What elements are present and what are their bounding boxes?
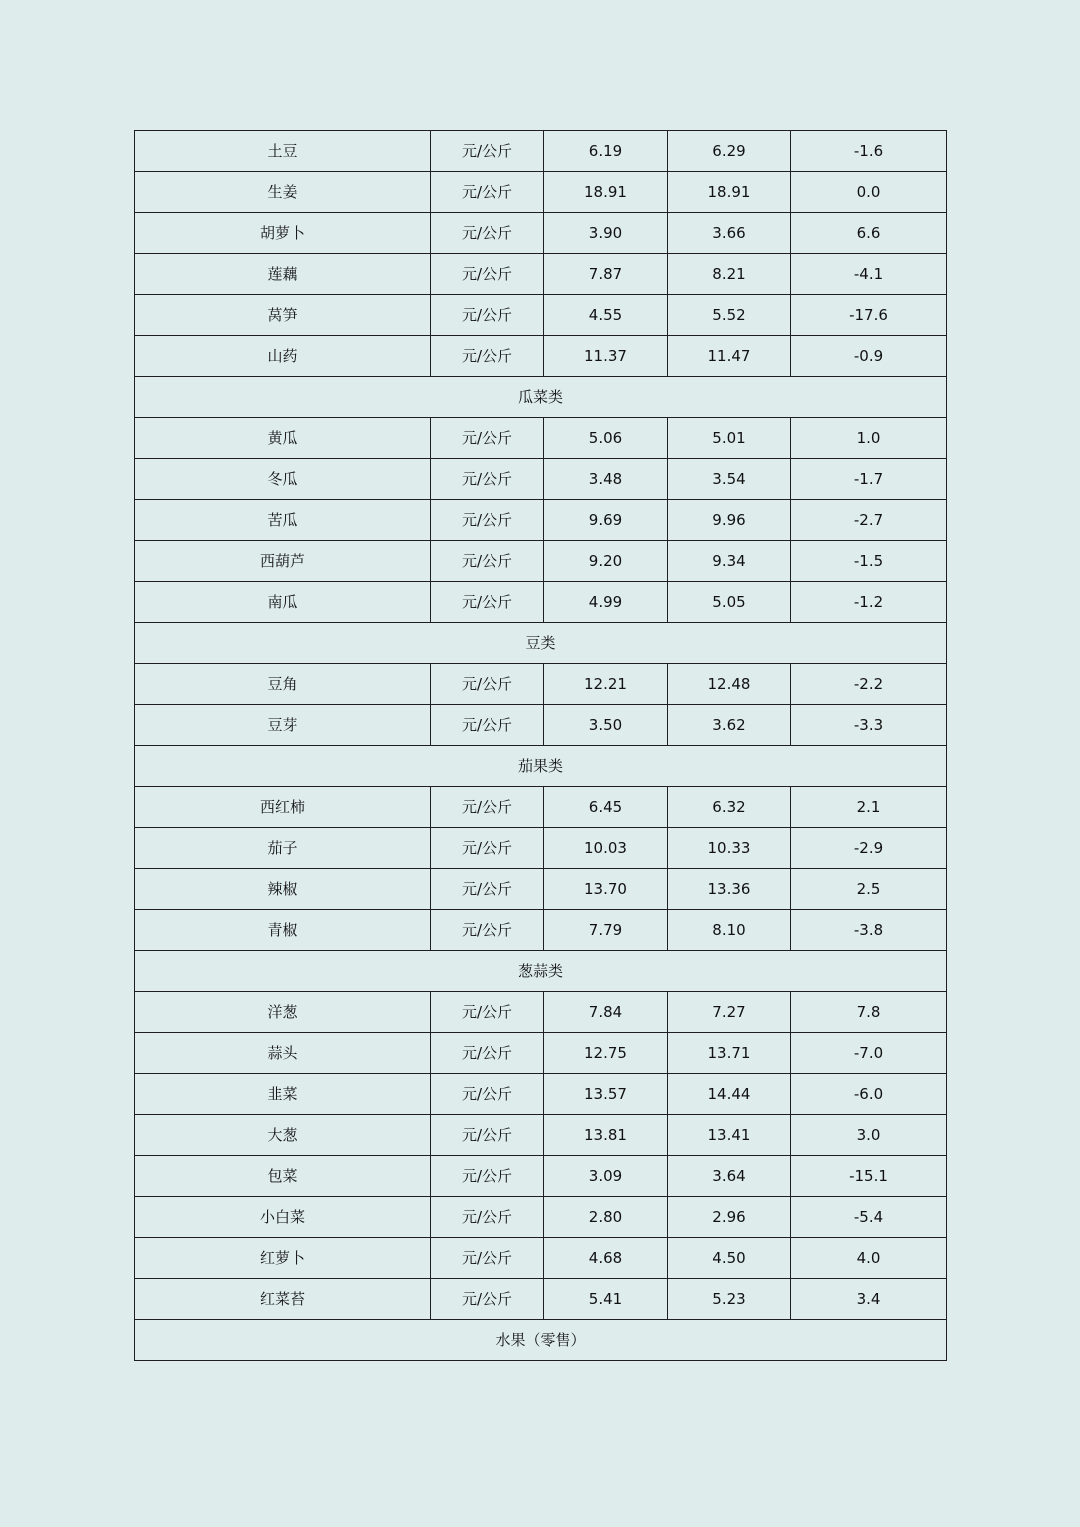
category-label: 葱蒜类 [135,951,947,992]
unit-cell: 元/公斤 [431,992,544,1033]
unit-cell: 元/公斤 [431,1074,544,1115]
price-table [134,130,947,1361]
change-percent-cell: -1.6 [791,131,947,172]
current-price-cell: 12.75 [544,1033,668,1074]
change-percent-cell: -2.2 [791,664,947,705]
previous-price-cell: 5.52 [668,295,791,336]
unit-cell: 元/公斤 [431,582,544,623]
table-body [135,131,947,1361]
change-percent-cell: 1.0 [791,418,947,459]
unit-cell: 元/公斤 [431,869,544,910]
previous-price-cell: 13.71 [668,1033,791,1074]
table-row [135,910,947,951]
current-price-cell: 7.79 [544,910,668,951]
item-name-cell: 苦瓜 [135,500,431,541]
unit-cell: 元/公斤 [431,1033,544,1074]
unit-cell: 元/公斤 [431,131,544,172]
previous-price-cell: 3.64 [668,1156,791,1197]
table-row [135,1074,947,1115]
category-row [135,1320,947,1361]
table-row [135,500,947,541]
change-percent-cell: -3.8 [791,910,947,951]
unit-cell: 元/公斤 [431,664,544,705]
unit-cell: 元/公斤 [431,213,544,254]
previous-price-cell: 13.36 [668,869,791,910]
table-row [135,1156,947,1197]
change-percent-cell: 3.0 [791,1115,947,1156]
unit-cell: 元/公斤 [431,500,544,541]
table-row [135,664,947,705]
item-name-cell: 黄瓜 [135,418,431,459]
previous-price-cell: 10.33 [668,828,791,869]
change-percent-cell: -1.2 [791,582,947,623]
item-name-cell: 西葫芦 [135,541,431,582]
item-name-cell: 胡萝卜 [135,213,431,254]
category-row [135,623,947,664]
previous-price-cell: 5.05 [668,582,791,623]
item-name-cell: 山药 [135,336,431,377]
change-percent-cell: -15.1 [791,1156,947,1197]
item-name-cell: 韭菜 [135,1074,431,1115]
current-price-cell: 13.57 [544,1074,668,1115]
item-name-cell: 青椒 [135,910,431,951]
current-price-cell: 4.55 [544,295,668,336]
table-row [135,418,947,459]
change-percent-cell: 0.0 [791,172,947,213]
current-price-cell: 5.06 [544,418,668,459]
change-percent-cell: 2.1 [791,787,947,828]
change-percent-cell: 6.6 [791,213,947,254]
current-price-cell: 3.90 [544,213,668,254]
previous-price-cell: 6.32 [668,787,791,828]
previous-price-cell: 3.62 [668,705,791,746]
change-percent-cell: -17.6 [791,295,947,336]
unit-cell: 元/公斤 [431,828,544,869]
unit-cell: 元/公斤 [431,254,544,295]
unit-cell: 元/公斤 [431,787,544,828]
item-name-cell: 豆角 [135,664,431,705]
unit-cell: 元/公斤 [431,418,544,459]
current-price-cell: 18.91 [544,172,668,213]
item-name-cell: 红菜苔 [135,1279,431,1320]
table-row [135,869,947,910]
category-label: 豆类 [135,623,947,664]
current-price-cell: 9.69 [544,500,668,541]
change-percent-cell: -1.7 [791,459,947,500]
current-price-cell: 10.03 [544,828,668,869]
current-price-cell: 4.68 [544,1238,668,1279]
unit-cell: 元/公斤 [431,1115,544,1156]
category-row [135,951,947,992]
current-price-cell: 4.99 [544,582,668,623]
change-percent-cell: 4.0 [791,1238,947,1279]
unit-cell: 元/公斤 [431,1156,544,1197]
table-row [135,254,947,295]
unit-cell: 元/公斤 [431,172,544,213]
previous-price-cell: 13.41 [668,1115,791,1156]
change-percent-cell: 7.8 [791,992,947,1033]
table-row [135,582,947,623]
table-row [135,1033,947,1074]
previous-price-cell: 9.96 [668,500,791,541]
previous-price-cell: 8.10 [668,910,791,951]
change-percent-cell: 2.5 [791,869,947,910]
table-row [135,131,947,172]
unit-cell: 元/公斤 [431,1279,544,1320]
previous-price-cell: 11.47 [668,336,791,377]
change-percent-cell: 3.4 [791,1279,947,1320]
category-label: 瓜菜类 [135,377,947,418]
table-row [135,295,947,336]
unit-cell: 元/公斤 [431,295,544,336]
table-row [135,992,947,1033]
category-label: 水果（零售） [135,1320,947,1361]
current-price-cell: 12.21 [544,664,668,705]
unit-cell: 元/公斤 [431,336,544,377]
current-price-cell: 7.84 [544,992,668,1033]
table-row [135,1115,947,1156]
table-row [135,213,947,254]
previous-price-cell: 9.34 [668,541,791,582]
current-price-cell: 3.48 [544,459,668,500]
current-price-cell: 5.41 [544,1279,668,1320]
item-name-cell: 生姜 [135,172,431,213]
item-name-cell: 南瓜 [135,582,431,623]
item-name-cell: 冬瓜 [135,459,431,500]
unit-cell: 元/公斤 [431,705,544,746]
table-row [135,541,947,582]
previous-price-cell: 4.50 [668,1238,791,1279]
category-label: 茄果类 [135,746,947,787]
change-percent-cell: -6.0 [791,1074,947,1115]
previous-price-cell: 3.54 [668,459,791,500]
item-name-cell: 莲藕 [135,254,431,295]
current-price-cell: 7.87 [544,254,668,295]
change-percent-cell: -0.9 [791,336,947,377]
current-price-cell: 11.37 [544,336,668,377]
change-percent-cell: -2.9 [791,828,947,869]
current-price-cell: 9.20 [544,541,668,582]
change-percent-cell: -2.7 [791,500,947,541]
table-row [135,1279,947,1320]
table-row [135,828,947,869]
item-name-cell: 茄子 [135,828,431,869]
table-row [135,336,947,377]
previous-price-cell: 12.48 [668,664,791,705]
previous-price-cell: 6.29 [668,131,791,172]
current-price-cell: 3.09 [544,1156,668,1197]
unit-cell: 元/公斤 [431,910,544,951]
unit-cell: 元/公斤 [431,459,544,500]
item-name-cell: 莴笋 [135,295,431,336]
unit-cell: 元/公斤 [431,1197,544,1238]
change-percent-cell: -1.5 [791,541,947,582]
table-row [135,1238,947,1279]
item-name-cell: 红萝卜 [135,1238,431,1279]
change-percent-cell: -5.4 [791,1197,947,1238]
previous-price-cell: 5.01 [668,418,791,459]
item-name-cell: 包菜 [135,1156,431,1197]
table-row [135,787,947,828]
table-row [135,1197,947,1238]
table-row [135,459,947,500]
current-price-cell: 2.80 [544,1197,668,1238]
current-price-cell: 3.50 [544,705,668,746]
change-percent-cell: -3.3 [791,705,947,746]
table-row [135,172,947,213]
previous-price-cell: 3.66 [668,213,791,254]
item-name-cell: 辣椒 [135,869,431,910]
change-percent-cell: -7.0 [791,1033,947,1074]
current-price-cell: 6.19 [544,131,668,172]
item-name-cell: 大葱 [135,1115,431,1156]
item-name-cell: 土豆 [135,131,431,172]
change-percent-cell: -4.1 [791,254,947,295]
previous-price-cell: 18.91 [668,172,791,213]
current-price-cell: 6.45 [544,787,668,828]
item-name-cell: 小白菜 [135,1197,431,1238]
previous-price-cell: 5.23 [668,1279,791,1320]
current-price-cell: 13.70 [544,869,668,910]
previous-price-cell: 8.21 [668,254,791,295]
item-name-cell: 西红柿 [135,787,431,828]
item-name-cell: 蒜头 [135,1033,431,1074]
unit-cell: 元/公斤 [431,541,544,582]
previous-price-cell: 2.96 [668,1197,791,1238]
item-name-cell: 豆芽 [135,705,431,746]
table-row [135,705,947,746]
category-row [135,377,947,418]
unit-cell: 元/公斤 [431,1238,544,1279]
current-price-cell: 13.81 [544,1115,668,1156]
category-row [135,746,947,787]
previous-price-cell: 7.27 [668,992,791,1033]
previous-price-cell: 14.44 [668,1074,791,1115]
item-name-cell: 洋葱 [135,992,431,1033]
